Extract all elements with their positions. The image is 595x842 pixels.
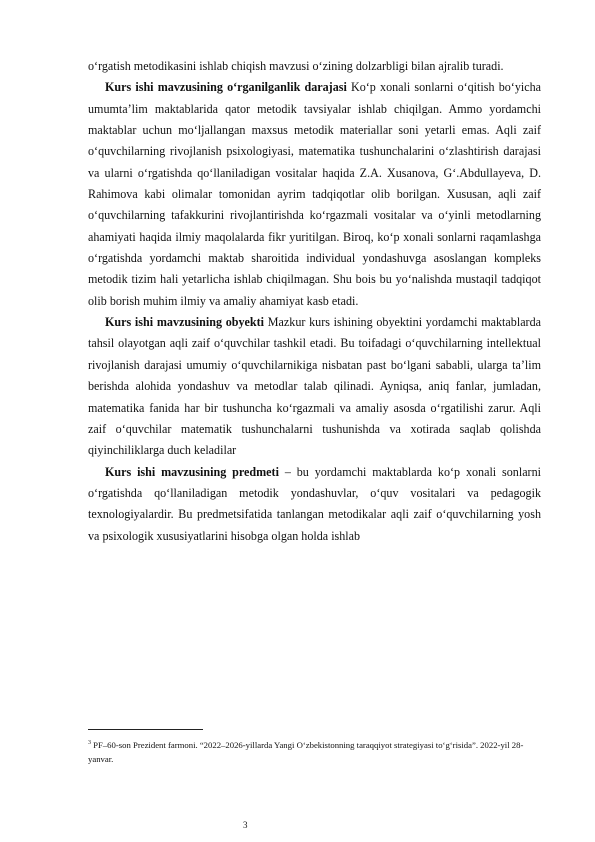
paragraph-text: Ko‘p xonali sonlarni o‘qitish bo‘yicha umumta’lim maktablarida qator metodik tavsiyalar ishlab chiqilgan. Ammo yordamchi maktablar uchun mo‘ljallangan maxsus metodik materiallar soni yetarli emas. Aqli zaif o‘quvchilarning rivojlanish psixologiyasi, matematika tushunchalarini o‘zlashtirish darajasi va ularni o‘rgatishda qo‘llaniladigan vositalar haqida Z.A. Xusanova, G‘.Abdullayeva, D. Rahimova kabi olimalar tomonidan ayrim tadqiqotlar olib borilgan. Xususan, aqli zaif o‘quvchilarning tafakkurini rivojlantirishda ko‘rgazmali vositalar va o‘yinli metodlarning ahamiyati haqida ilmiy maqolalarda fikr yuritilgan. Biroq, ko‘p xonali sonlarni raqamlashga o‘rgatishda yordamchi maktab sharoitida individual yondashuvga asoslangan kompleks metodik tizim hali yetarlicha ishlab chiqilmagan. Shu bois bu yo‘nalishda mustaqil tadqiqot olib borish muhim ilmiy va amaliy ahamiyat kasb etadi.	[88, 80, 542, 308]
footnote-marker: 3	[88, 740, 91, 746]
paragraph-text: o‘rgatish metodikasini ishlab chiqish mavzusi o‘zining dolzarbligi bilan ajralib turadi.	[88, 59, 504, 73]
section-heading: Kurs ishi mavzusining predmeti	[105, 464, 279, 479]
footnote	[88, 736, 541, 766]
paragraph-subject	[88, 462, 541, 547]
paragraph-study-level	[88, 77, 541, 312]
page-number: 3	[243, 820, 248, 830]
footnote-divider	[88, 729, 203, 730]
section-heading: Kurs ishi mavzusining obyekti	[105, 315, 265, 330]
paragraph-intro	[88, 56, 541, 77]
footnote-text: PF–60-son Prezident farmoni. “2022–2026-yillarda Yangi O‘zbekistonning taraqqiyot strategiyasi to‘g‘risida”. 2022-yil 28-yanvar.	[88, 739, 524, 764]
paragraph-text: – bu yordamchi maktablarda ko‘p xonali sonlarni o‘rgatishda qo‘llaniladigan metodik yondashuvlar, o‘quv vositalari va pedagogik texnologiyalardir. Bu predmetsifatida tanlangan metodikalar aqli zaif o‘quvchilarning yosh va psixologik xususiyatlarini hisobga olgan holda ishlab	[88, 464, 541, 543]
paragraph-text: Mazkur kurs ishining obyektini yordamchi maktablarda tahsil olayotgan aqli zaif o‘quvchilar tashkil etadi. Bu toifadagi o‘quvchilarning intellektual rivojlanish darajasi umumiy o‘quvchilarnikiga nisbatan past bo‘lgani sababli, ularga ta’lim berishda alohida yondashuv va metodlar talab qilinadi. Ayniqsa, aniq fanlar, jumladan, matematika fanida har bir tushuncha ko‘rgazmali va amaliy asosda o‘rgatilishi zarur. Aqli zaif o‘quvchilar matematik tushunchalarni tushunishda va xotirada saqlab qolishda qiyinchiliklarga duch keladilar	[88, 315, 542, 458]
paragraph-object	[88, 312, 541, 461]
section-heading: Kurs ishi mavzusining o‘rganilganlik darajasi	[105, 80, 347, 95]
main-text	[88, 56, 541, 547]
